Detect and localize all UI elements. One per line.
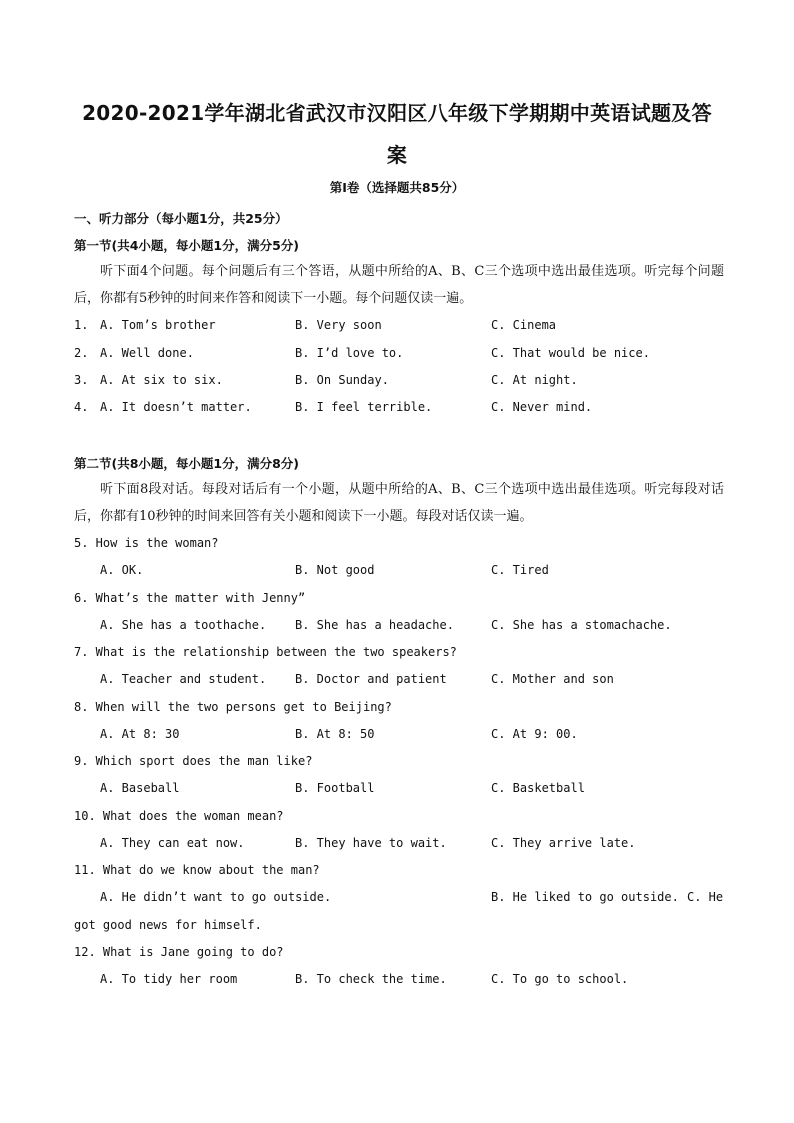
option-a: A. She has a toothache.	[100, 618, 267, 632]
option-c: C. Basketball	[491, 781, 585, 795]
option-b: B. I feel terrible.	[295, 400, 433, 414]
option-c: C. That would be nice.	[491, 346, 650, 360]
option-b: B. Football	[295, 781, 375, 795]
question-number: 1.	[74, 318, 89, 332]
option-c-continuation: got good news for himself.	[74, 918, 262, 932]
question-stem: 5. How is the woman?	[74, 536, 219, 550]
option-c: C. Cinema	[491, 318, 557, 332]
option-a: A. They can eat now.	[100, 836, 245, 850]
option-c: C. At night.	[491, 373, 578, 387]
question-stem: 12. What is Jane going to do?	[74, 945, 284, 959]
question-row	[74, 373, 734, 393]
volume-subtitle: 第Ⅰ卷（选择题共85分）	[329, 180, 465, 195]
option-c: C. He	[687, 890, 724, 904]
section1-heading: 第一节(共4小题，每小题1分，满分5分)	[74, 238, 300, 253]
options-row	[74, 618, 734, 638]
option-a: A. Teacher and student.	[100, 672, 267, 686]
options-row	[74, 836, 734, 856]
question-number: 3.	[74, 373, 89, 387]
option-b: B. Doctor and patient	[295, 672, 447, 686]
options-row	[74, 727, 734, 747]
question-number: 4.	[74, 400, 89, 414]
option-b: B. They have to wait.	[295, 836, 447, 850]
question-stem: 8. When will the two persons get to Beijing?	[74, 700, 392, 714]
question-stem: 9. Which sport does the man like?	[74, 754, 313, 768]
option-a: A. To tidy her room	[100, 972, 238, 986]
option-c: C. To go to school.	[491, 972, 629, 986]
options-row	[74, 672, 734, 692]
document-title	[60, 92, 734, 176]
title-line-2: 案	[386, 143, 408, 167]
option-b: B. On Sunday.	[295, 373, 389, 387]
section2-instructions: 听下面8段对话。每段对话后有一个小题，从题中所给的A、B、C三个选项中选出最佳选项。听完每段对话后，你都有10秒钟的时间来回答有关小题和阅读下一小题。每段对话仅读一遍。	[74, 482, 724, 524]
option-a: A. It doesn’t matter.	[100, 400, 252, 414]
option-c: C. She has a stomachache.	[491, 618, 672, 632]
option-a: A. At six to six.	[100, 373, 223, 387]
option-c: C. Never mind.	[491, 400, 593, 414]
part1-heading: 一、听力部分（每小题1分，共25分）	[74, 211, 288, 226]
option-c: C. They arrive late.	[491, 836, 636, 850]
options-row	[74, 781, 734, 801]
option-a: A. He didn’t want to go outside.	[100, 890, 332, 904]
option-c: C. At 9: 00.	[491, 727, 578, 741]
option-b: B. She has a headache.	[295, 618, 454, 632]
question-stem: 11. What do we know about the man?	[74, 863, 320, 877]
option-b: B. At 8: 50	[295, 727, 375, 741]
option-a: A. Baseball	[100, 781, 180, 795]
options-row	[74, 972, 734, 992]
section1-instructions: 听下面4个问题。每个问题后有三个答语，从题中所给的A、B、C三个选项中选出最佳选项。听完每个问题后，你都有5秒钟的时间来作答和阅读下一小题。每个问题仅读一遍。	[74, 264, 724, 306]
option-b: B. I’d love to.	[295, 346, 404, 360]
title-line-1: 2020-2021学年湖北省武汉市汉阳区八年级下学期期中英语试题及答	[82, 101, 712, 125]
option-b: B. He liked to go outside.	[491, 890, 679, 904]
option-b: B. To check the time.	[295, 972, 447, 986]
option-a: A. OK.	[100, 563, 144, 577]
option-c: C. Mother and son	[491, 672, 614, 686]
section2-heading: 第二节(共8小题，每小题1分，满分8分)	[74, 456, 300, 471]
options-row	[74, 890, 734, 910]
option-b: B. Not good	[295, 563, 375, 577]
question-row	[74, 346, 734, 366]
option-a: A. At 8: 30	[100, 727, 180, 741]
option-a: A. Well done.	[100, 346, 194, 360]
question-stem: 7. What is the relationship between the two speakers?	[74, 645, 457, 659]
option-b: B. Very soon	[295, 318, 382, 332]
options-row	[74, 563, 734, 583]
option-c: C. Tired	[491, 563, 549, 577]
option-a: A. Tom’s brother	[100, 318, 216, 332]
question-row	[74, 318, 734, 338]
question-stem: 6. What’s the matter with Jenny”	[74, 591, 306, 605]
question-stem: 10. What does the woman mean?	[74, 809, 284, 823]
question-row	[74, 400, 734, 420]
question-number: 2.	[74, 346, 89, 360]
